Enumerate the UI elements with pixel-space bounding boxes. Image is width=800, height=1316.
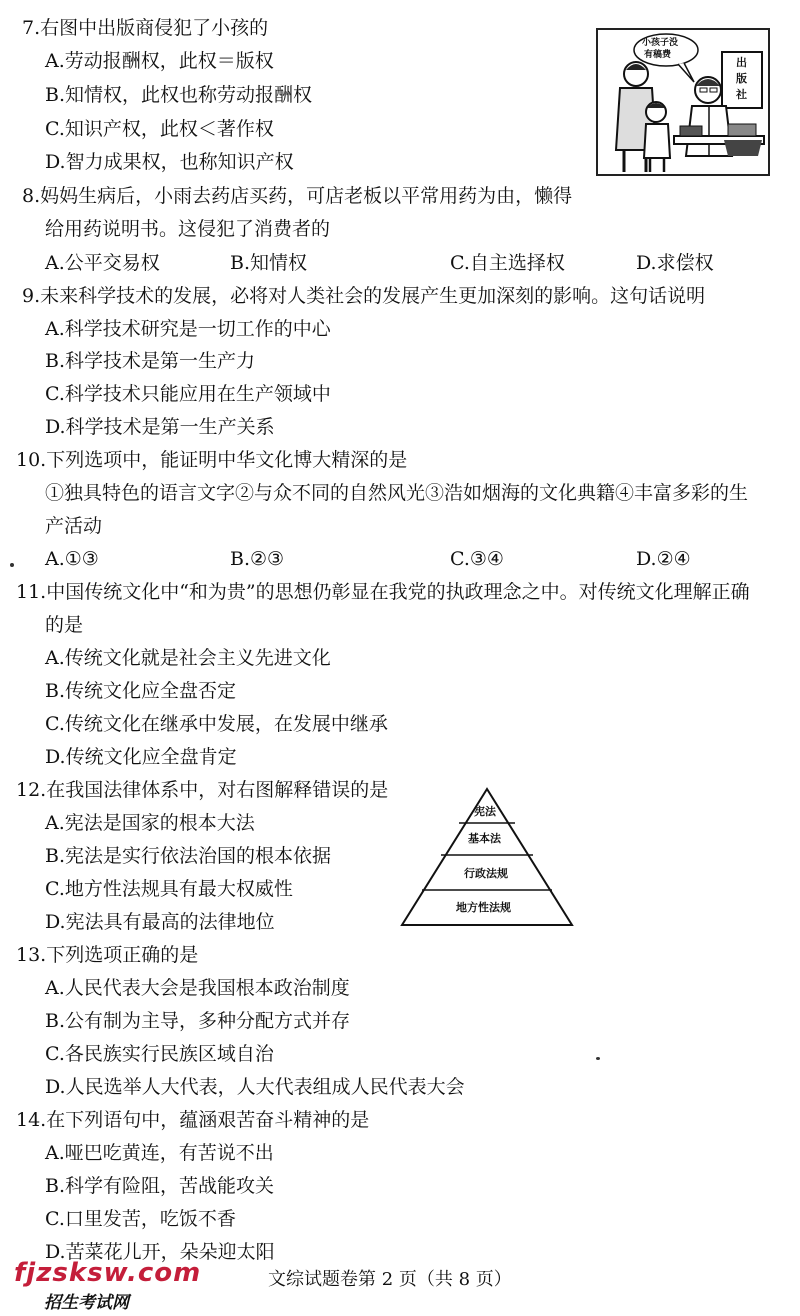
question-9-option-b: B.科学技术是第一生产力 [45,350,256,372]
question-8-option-c: C.自主选择权 [450,252,565,274]
bubble-line-2: 有稿费 [644,50,672,60]
question-8-option-a: A.公平交易权 [45,252,160,274]
question-9-option-d: D.科学技术是第一生产关系 [45,416,275,438]
question-8-option-d: D.求偿权 [636,252,714,274]
question-11-stem-cont: 的是 [45,614,84,636]
question-7-option-d: D.智力成果权，也称知识产权 [45,151,294,173]
question-12-option-a: A.宪法是国家的根本大法 [45,812,255,834]
question-10-option-d: D.②④ [636,548,691,570]
question-14-option-c: C.口里发苦，吃饭不香 [45,1208,236,1230]
cartoon-drawing [598,30,768,174]
question-8-stem-cont: 给用药说明书。这侵犯了消费者的 [45,218,331,240]
question-10-option-c: C.③④ [450,548,504,570]
question-10-option-a: A.①③ [45,548,99,570]
question-10-stem-cont2: 产活动 [45,515,103,537]
question-11-stem: 11.中国传统文化中“和为贵”的思想仍彰显在我党的执政理念之中。对传统文化理解正确 [16,581,750,603]
question-10-option-b: B.②③ [230,548,285,570]
question-13-option-b: B.公有制为主导，多种分配方式并存 [45,1010,351,1032]
question-7-option-c: C.知识产权，此权＜著作权 [45,118,274,140]
question-9-option-c: C.科学技术只能应用在生产领域中 [45,383,331,405]
sign-char-3: 社 [736,88,747,101]
question-11-option-d: D.传统文化应全盘肯定 [45,746,237,768]
question-11-option-b: B.传统文化应全盘否定 [45,680,237,702]
pyramid-level-2: 基本法 [468,832,501,845]
page-footer: 文综试题卷第 2 页（共 8 页） [268,1269,512,1290]
sign-char-2: 版 [736,72,747,85]
question-10-stem-cont: ①独具特色的语言文字②与众不同的自然风光③浩如烟海的文化典籍④丰富多彩的生 [45,482,749,504]
pyramid-level-1: 宪法 [474,805,496,818]
question-13-option-c: C.各民族实行民族区域自治 [45,1043,274,1065]
law-hierarchy-pyramid [400,787,574,929]
logo-main-text: fjzsksw.com [14,1258,202,1288]
question-11-option-a: A.传统文化就是社会主义先进文化 [45,647,331,669]
question-9-stem: 9.未来科学技术的发展，必将对人类社会的发展产生更加深刻的影响。这句话说明 [22,285,706,307]
site-logo[interactable] [14,1258,202,1313]
pyramid-level-4: 地方性法规 [456,901,511,914]
question-12-option-b: B.宪法是实行依法治国的根本依据 [45,845,332,867]
question-7-stem: 7.右图中出版商侵犯了小孩的 [22,17,269,39]
question-14-option-d: D.苦菜花儿开，朵朵迎太阳 [45,1241,275,1263]
question-12-option-c: C.地方性法规具有最大权威性 [45,878,293,900]
question-13-option-d: D.人民选举人大代表，人大代表组成人民代表大会 [45,1076,465,1098]
question-7-option-b: B.知情权，此权也称劳动报酬权 [45,84,313,106]
question-13-stem: 13.下列选项正确的是 [16,944,199,966]
question-11-option-c: C.传统文化在继承中发展，在发展中继承 [45,713,388,735]
question-7-option-a: A.劳动报酬权，此权＝版权 [45,50,274,72]
pyramid-level-3: 行政法规 [464,867,508,880]
bubble-line-1: 小孩子没 [642,38,679,48]
question-14-stem: 14.在下列语句中，蕴涵艰苦奋斗精神的是 [16,1109,370,1131]
sign-char-1: 出 [736,56,747,69]
question-14-option-b: B.科学有险阻，苦战能攻关 [45,1175,275,1197]
scan-speck [596,1057,600,1060]
question-14-option-a: A.哑巴吃黄连，有苦说不出 [45,1142,274,1164]
question-12-option-d: D.宪法具有最高的法律地位 [45,911,275,933]
question-8-stem: 8.妈妈生病后，小雨去药店买药，可店老板以平常用药为由，懒得 [22,185,573,207]
question-10-stem: 10.下列选项中，能证明中华文化博大精深的是 [16,449,408,471]
scan-speck [10,563,14,567]
publisher-cartoon-illustration [596,28,770,176]
logo-sub-text: 招生考试网 [44,1293,129,1313]
question-13-option-a: A.人民代表大会是我国根本政治制度 [45,977,350,999]
question-12-stem: 12.在我国法律体系中，对右图解释错误的是 [16,779,389,801]
question-9-option-a: A.科学技术研究是一切工作的中心 [45,318,331,340]
question-8-option-b: B.知情权 [230,252,308,274]
